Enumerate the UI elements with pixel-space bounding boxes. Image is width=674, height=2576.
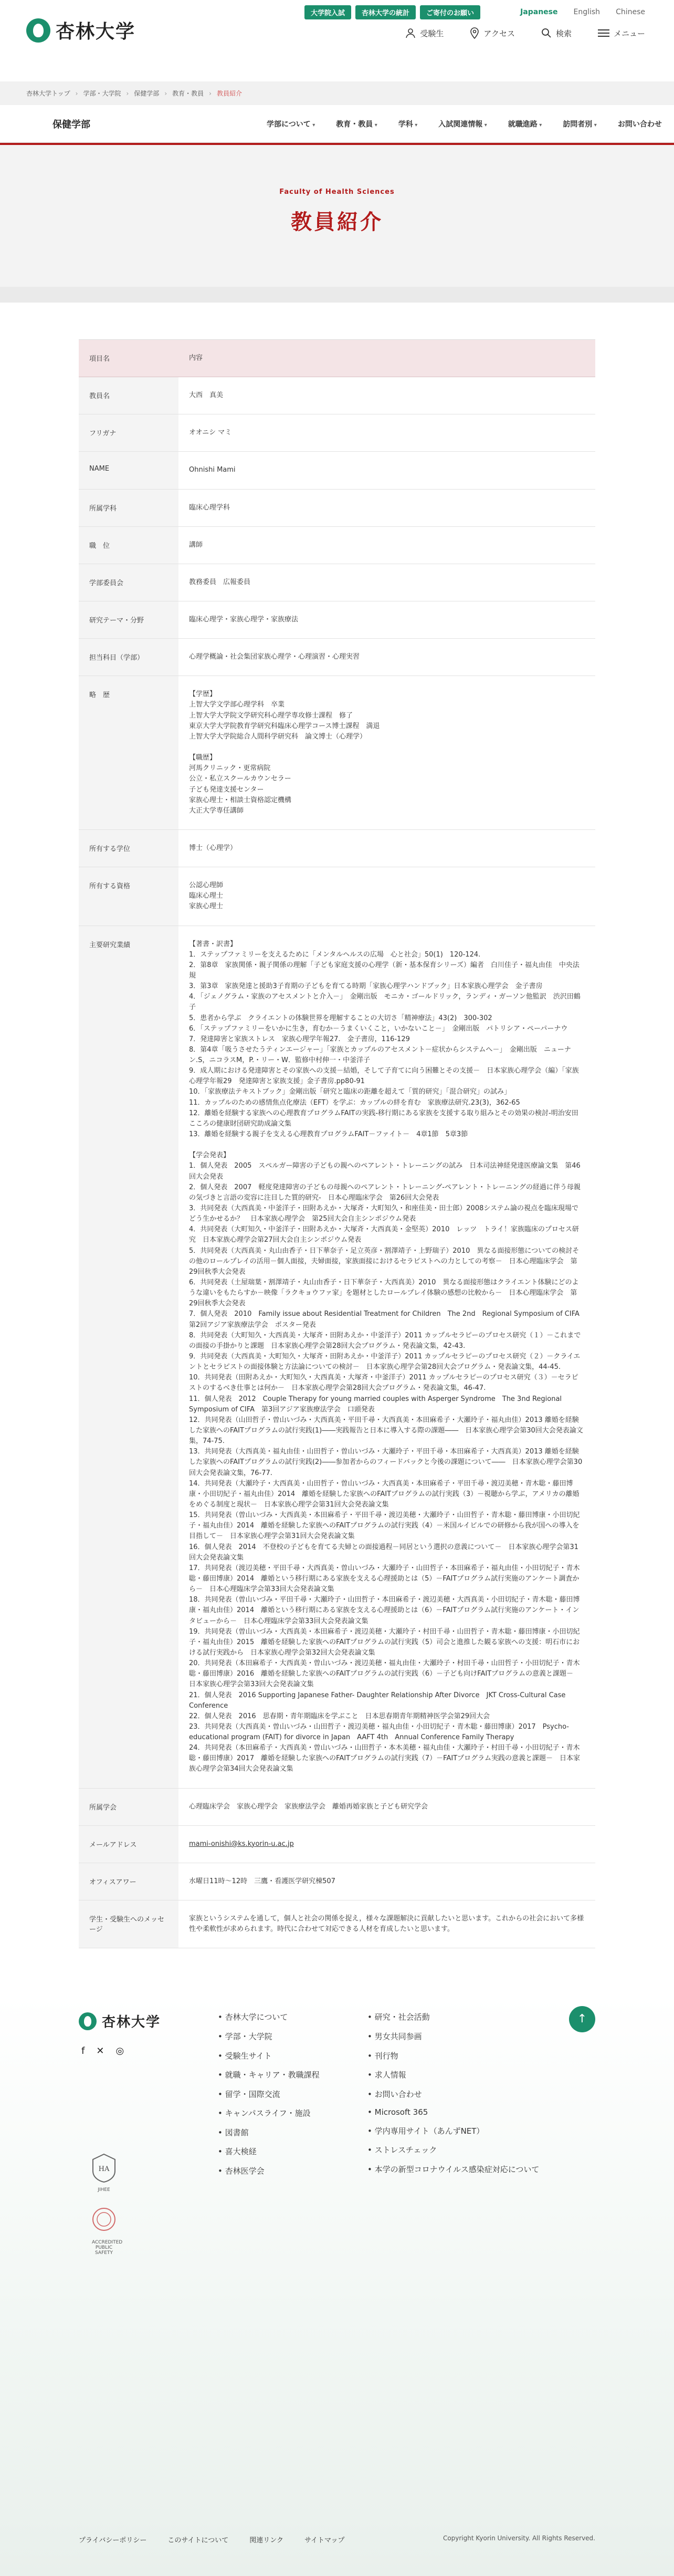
row-label: フリガナ bbox=[79, 414, 178, 452]
main-content bbox=[0, 303, 674, 1996]
footer-link[interactable]: • 本学の新型コロナウイルス感染症対応について bbox=[367, 2164, 539, 2175]
faculty-profile-table bbox=[79, 339, 595, 1948]
accreditation-badge-icon bbox=[92, 2206, 116, 2235]
office-hours: 水曜日11時～12時 三鷹・看護医学研究棟507 bbox=[178, 1863, 595, 1900]
nav-visitors[interactable]: 訪問者別 ▾ bbox=[563, 119, 597, 129]
jihee-badge bbox=[92, 2153, 116, 2193]
logo-text: 杏林大学 bbox=[56, 20, 136, 43]
footer-link[interactable]: • 研究・社会活動 bbox=[367, 2011, 539, 2022]
lang-japanese[interactable]: Japanese bbox=[520, 8, 558, 16]
breadcrumb-current: 教員紹介 bbox=[216, 90, 242, 97]
footer-link[interactable]: • お問い合わせ bbox=[367, 2089, 539, 2100]
faculty-romaji: Ohnishi Mami bbox=[178, 452, 595, 489]
nav-careers[interactable]: 就職進路 ▾ bbox=[508, 119, 542, 129]
menu-button[interactable] bbox=[598, 27, 645, 39]
row-label: 職 位 bbox=[79, 526, 178, 564]
degree: 博士（心理学） bbox=[178, 829, 595, 867]
jihee-badge-icon bbox=[92, 2153, 116, 2183]
breadcrumb-education[interactable]: 教育・教員 bbox=[172, 90, 204, 97]
lang-english[interactable]: English bbox=[573, 8, 601, 16]
email-link[interactable]: mami-onishi@ks.kyorin-u.ac.jp bbox=[189, 1840, 294, 1848]
career-history: 【学歴】 上智大学文学部心理学科 卒業 上智大学大学院文学研究科心理学専攻修士課程 修了 東京大学大学院教育学研究科臨床心理学コース博士課程 満退 上智大学大学院総合人間科学研究科 論文博士（心理学） 【職歴】 河馬クリニック・更常病院 公立・私立スクールカウンセラー 子ども発達支援センター 家族心理士・相談士資格認定機構 大正大学専任講師 bbox=[178, 676, 595, 830]
lang-chinese[interactable]: Chinese bbox=[616, 8, 645, 16]
table-row-office-hours bbox=[79, 1863, 595, 1900]
footer-links-col2 bbox=[367, 2011, 539, 2183]
message: 家族というシステムを通して，個人と社会の関係を捉え，様々な課題解決に貢献したいと思います。これからの社会において多様性や柔軟性が求められます。時代に合わせて対応できる人材を育成したいと思います。 bbox=[178, 1900, 595, 1948]
row-label: 主要研究業績 bbox=[79, 926, 178, 1788]
row-label: メールアドレス bbox=[79, 1825, 178, 1863]
nav-departments[interactable]: 学科 ▾ bbox=[398, 119, 418, 129]
privacy-policy-link[interactable]: プライバシーポリシー bbox=[79, 2537, 147, 2545]
section-nav bbox=[0, 105, 674, 143]
breadcrumb-faculties[interactable]: 学部・大学院 bbox=[83, 90, 121, 97]
site-logo[interactable] bbox=[26, 17, 135, 44]
breadcrumb-separator: › bbox=[164, 89, 167, 97]
statistics-button[interactable]: 杏林大学の統計 bbox=[355, 5, 416, 19]
footer-bottom-links bbox=[79, 2535, 345, 2544]
footer-link[interactable]: • 求人情報 bbox=[367, 2069, 539, 2080]
row-label: 所有する資格 bbox=[79, 867, 178, 926]
menu-icon bbox=[598, 29, 609, 37]
table-row-email bbox=[79, 1825, 595, 1863]
table-header-row bbox=[79, 340, 595, 377]
page-top-button[interactable]: ↑ bbox=[569, 2006, 595, 2032]
site-header bbox=[0, 0, 674, 81]
instagram-icon[interactable]: ◎ bbox=[115, 2045, 124, 2057]
row-label: NAME bbox=[79, 452, 178, 489]
nav-education[interactable]: 教育・教員 ▾ bbox=[336, 119, 377, 129]
related-links-link[interactable]: 関連リンク bbox=[249, 2537, 283, 2545]
footer-link[interactable]: • 学部・大学院 bbox=[218, 2031, 320, 2042]
footer-logo-text: 杏林大学 bbox=[102, 2014, 161, 2031]
footer-bottom bbox=[79, 2535, 595, 2544]
footer-link[interactable]: • 杏林医学会 bbox=[218, 2165, 320, 2176]
breadcrumb-top[interactable]: 杏林大学トップ bbox=[26, 90, 70, 97]
breadcrumb-separator: › bbox=[75, 89, 78, 97]
faculty-furigana: オオニシ マミ bbox=[178, 414, 595, 452]
table-row-history bbox=[79, 676, 595, 830]
research-achievements: 【著書・訳書】 1．ステップファミリーを支えるために「メンタルヘルスの広場 心と社会」50(1) 120-124. 2．第8章 家族関係・親子関係の理解「子ども家庭支援の心理学（新・基本保育シリーズ）編者 白川佳子・福丸由佳 中央法規 3．第3章 家族発達と援助3子育期の子どもを育てる時期「家族心理学ハンドブック」日本家族心理学会 金子書房 4．「ジェノグラム・家族のアセスメントと介入－」 金剛出版 モニカ・ゴールドリック，ランディ・ガーソン他監訳 渋沢田鶴子 5．患者から学ぶ クライエントの体験世界を理解することの大切さ「精神療法」43(2) 300-302 6．「ステップファミリーをいかに生き，育むか－うまくいくこと，いかないこと－」 金剛出版 パトリシア・ペーパーナウ 7．発達障害と家族ストレス 家族心理学年報27. 金子書房，116-129 8．第4章「吸うさせたうティンエージャー」「家族とカップルのアセスメント－症状からシステムへ－」 金剛出版 ニューナン.S，ニコラスM，P.・リー・W．監修中村伸一・中釜洋子 9．成人期における発達障害とその家族への支援－結婚，そして子育てに向う困難とその支援－ 日本家族心理学会（編）「家族心理学年報29 発達障害と家族支援」金子書房.pp80-91 10．「家族療法テキストブック」金剛出版「研究と臨床の距離を超えて「質的研究」「混合研究」の試み」 11．カップルのための感情焦点化療法（EFT）を学ぶ：カップルの絆を育む 家族療法研究.23(3)，362-65 12．離婚を経験する家族への心理教育プログラムFAITの実践-移行期にある家族を支援する取り組みとその効果の検討-明治安田こころの健康財団研究助成論文集 13．離婚を経験する親子を支える心理教育プログラムFAIT－ファイト－ 4章1節 5章3節 【学会発表】 1．個人発表 2005 スペルガー障害の子どもの親へのペアレント・トレーニングの試み 日本司法神経発達医療論文集 第46回大会発表 2．個人発表 2007 軽度発達障害の子どもの母親へのペアレント・トレーニング-ペアレント・トレーニングの経過に伴う母親の気づきと言語の変容に注目した質的研究- 日本心理臨床学会 第26回大会発表 3．共同発表（大西真美・中釜洋子・田附あえか・大塚斉・大町知久・和座佳美・田士郎）2008システム論の視点を臨床現場でどう生かせるか？ 日本家族心理学会 第25回大会自主シンポジウム発表 4．共同発表（大町知久・中釜洋子・田附あえか・大塚斉・大西真美・金堅英）2010 レッツ トライ！家族臨床のプロセス研究 日本家族心理学会第27回大会自主シンポジウム発表 5．共同発表（大西真美・丸山由香子・日下華奈子・足立英彦・割澤靖子・上野瑞子）2010 異なる面接形態についての検討その他のロールプレイの活用－個人面接，夫婦面接，家族面接におけるセラピストへの力としての考察－ 日本心理臨床学会 第29回秋季大会発表 6．共同発表（土屋瑞葉・割澤靖子・丸山由香子・日下華奈子・大西真美）2010 異なる面接形態はクライエント体験にどのような違いをもたらすか－映像「ラクキョウファ家」を題材としたロールプレイ体験の感想の比較から－ 日本心理臨床学会 第29回秋季大会発表 7．個人発表 2010 Family issue about Residential Treatment for Children The 2nd Regional Symposium of CIFA 第2回アジア家族療法学会 ポスター発表 8．共同発表（大町知久・大西真美・大塚斉・田附あえか・中釜洋子）2011 カップルセラピーのプロセス研究（１）－これまでの面接の手掛かりと課題 日本家族心理学会第28回大会プログラム・発表論文集，42-43. 9．共同発表（大西真美・大町知久・大塚斉・田附あえか・中釜洋子）2011 カップルセラピーのプロセス研究（２）－クライエントとセラピストの面接体験と方法論についての検討－ 日本家族心理学会第28回大会プログラム・発表論文集，44-45. 10．共同発表（田附あえか・大町知久・大西真美・大塚斉・中釜洋子）2011 カップルセラピーのプロセス研究（３）－セラピストのするべき仕事とは何か－ 日本家族心理学会第28回大会プログラム・発表論文集，46-47. 11．個人発表 2012 Couple Therapy for young married couples with Asperger Syndrome The 3nd Regional Symposium of CIFA 第3回アジア家族療法学会 口頭発表 12．共同発表（山田哲子・曽山いづみ・大西真美・平田千尋・大西真美・本田麻希子・大瀬玲子・福丸由佳）2013 離婚を経験した家族へのFAITプログラムの試行実践(1)――実践報告と日本に導入する際の課題―― 日本家族心理学会第30回大会発表論文集，74-75. 13．共同発表（大西真美・福丸由佳・山田哲子・曽山いづみ・大瀬玲子・平田千尋・本田麻希子・大西真美）2013 離婚を経験した家族へのFAITプログラムの試行実践(2)――参加者からのフィードバックと今後の課題について―― 日本家族心理学会第30回大会発表論文集，76-77. 14．共同発表（大瀬玲子・大西真美・山田哲子・曽山いづみ・大西真美・本田麻希子・平田千尋・渡辺美穂・青木聡・藤田博康・小田切紀子・福丸由佳）2014 離婚を経験した家族へのFAITプログラムの試行実践（3）－視聴から学ぶ，アメリカの離婚をめぐる制度と現状－ 日本家族心理学会第31回大会発表論文集 15．共同発表（曽山いづみ・大西真美・本田麻希子・平田千尋・渡辺美穂・大瀬玲子・山田哲子・青木聡・藤田博康・小田切紀子・福丸由佳）2014 離婚を経験した家族へのFAITプログラムの試行実践（4）－米国ルイビルでの研修から我が国への導入を目指して－ 日本家族心理学会第31回大会発表論文集 16．個人発表 2014 不登校の子どもを育てる夫婦との面接過程－同居という選択の意義について－ 日本家族心理学会第31回大会発表論文集 17．共同発表（渡辺美穂・平田千尋・大西真美・曽山いづみ・大瀬玲子・山田哲子・本田麻希子・福丸由佳・小田切紀子・青木聡・藤田博康）2014 離婚という移行期にある家族を支える心理援助とは（5）－FAITプログラム試行実施のアンケート調査から－ 日本心理臨床学会第33回大会発表論文集 18．共同発表（曽山いづみ・平田千尋・大瀬玲子・山田哲子・本田麻希子・渡辺美穂・大西真美・小田切紀子・青木聡・藤田博康・福丸由佳）2014 離婚という移行期にある家族を支える心理援助とは（6）－FAITプログラム試行実施のアンケート・インタビューから－ 日本心理臨床学会第33回大会発表論文集 19．共同発表（曽山いづみ・大西真美・本田麻希子・渡辺美穂・大瀬玲子・村田千尋・山田哲子・青木聡・藤田博康・小田切紀子・福丸由佳）2015 離婚を経験した家族へのFAITプログラムの試行実践（5）司会と進推した観る家族への支援：明石市における試行実践から 日本家族心理学会第32回大会発表論文集 20．共同発表（本田麻希子・大西真美・曽山いづみ・渡辺美穂・福丸由佳・大瀬玲子・村田千尋・山田哲子・小田切紀子・青木聡・藤田博康）2016 離婚を経験した家族へのFAITプログラムの試行実践（6）－子ども向けFAITプログラムの意義と課題－ 日本家族心理学会第33回大会発表論文集 21．個人発表 2016 Supporting Japanese Father- Daughter Relationship After Divorce JKT Cross-Cultural Case Conference 22．個人発表 2016 思春期・青年期臨床を学ぶこと 日本思春期青年期精神医学会第29回大会 23．共同発表（大西真美・曽山いづみ・山田哲子・渡辺美穂・福丸由佳・小田切紀子・青木聡・藤田博康）2017 Psycho-educational program (FAIT) for divorce in Japan AAFT 4th Annual Conference Family Therapy 24．共同発表（本田麻希子・大西真美・曽山いづみ・山田哲子・本木美穂・福丸由佳・大瀬玲子・村田千尋・小田切紀子・青木聡・藤田博康）2017 離婚を経験した家族へのFAITプログラムの試行実践（7）－FAITプログラム実践の意義と課題－ 日本家族心理学会第34回大会発表論文集 bbox=[178, 926, 595, 1788]
about-site-link[interactable]: このサイトについて bbox=[167, 2537, 229, 2545]
breadcrumb-health-sciences[interactable]: 保健学部 bbox=[134, 90, 160, 97]
row-label: 所有する学位 bbox=[79, 829, 178, 867]
table-row-message bbox=[79, 1900, 595, 1948]
societies: 心理臨床学会 家族心理学会 家族療法学会 離婚再婚家族と子ども研究学会 bbox=[178, 1788, 595, 1825]
nav-admissions[interactable]: 入試関連情報 ▾ bbox=[438, 119, 487, 129]
accreditation-badge-label: ACCREDITED PUBLIC SAFETY bbox=[92, 2240, 123, 2256]
row-label: 略 歴 bbox=[79, 676, 178, 830]
footer-link[interactable]: • 留学・国際交流 bbox=[218, 2089, 320, 2100]
breadcrumb bbox=[0, 81, 674, 105]
menu-label: メニュー bbox=[613, 28, 645, 38]
footer-link[interactable]: • キャンパスライフ・施設 bbox=[218, 2107, 320, 2118]
access-label: アクセス bbox=[483, 28, 515, 38]
hero-band bbox=[0, 287, 674, 303]
row-label: 学生・受験生へのメッセージ bbox=[79, 1900, 178, 1948]
university-emblem-icon bbox=[26, 18, 50, 43]
access-link[interactable] bbox=[470, 27, 515, 39]
breadcrumb-separator: › bbox=[209, 89, 212, 97]
page-title: 教員紹介 bbox=[291, 210, 383, 234]
jihee-badge-label: JIHEE bbox=[98, 2187, 110, 2193]
table-row-romaji bbox=[79, 452, 595, 489]
table-row-societies bbox=[79, 1788, 595, 1825]
footer-link[interactable]: • 喜大検経 bbox=[218, 2146, 320, 2157]
breadcrumb-separator: › bbox=[126, 89, 129, 97]
top-buttons bbox=[304, 5, 480, 19]
graduate-admission-button[interactable]: 大学院入試 bbox=[304, 5, 351, 19]
table-row-achievements bbox=[79, 926, 595, 1788]
table-row-degree bbox=[79, 829, 595, 867]
row-label: オフィスアワー bbox=[79, 1863, 178, 1900]
header-label: 項目名 bbox=[79, 340, 178, 377]
footer-link[interactable]: • 受験生サイト bbox=[218, 2050, 320, 2061]
social-links bbox=[81, 2045, 124, 2056]
donation-button[interactable]: ご寄付のお願い bbox=[420, 5, 480, 19]
row-label: 担当科目（学部） bbox=[79, 639, 178, 676]
twitter-icon[interactable]: ✕ bbox=[96, 2045, 104, 2057]
search-link[interactable] bbox=[541, 27, 572, 39]
pin-icon bbox=[470, 27, 479, 39]
footer-link[interactable]: • Microsoft 365 bbox=[367, 2107, 539, 2117]
footer-link[interactable]: • 就職・キャリア・教職課程 bbox=[218, 2069, 320, 2080]
table-row-committee bbox=[79, 564, 595, 601]
row-label: 所属学科 bbox=[79, 489, 178, 526]
university-emblem-icon bbox=[79, 2012, 97, 2030]
faculty-name: 大西 真美 bbox=[178, 377, 595, 414]
qualifications: 公認心理師 臨床心理士 家族心理士 bbox=[178, 867, 595, 926]
footer-link[interactable]: • 刊行物 bbox=[367, 2050, 539, 2061]
table-row-position bbox=[79, 526, 595, 564]
table-row-research bbox=[79, 601, 595, 638]
courses: 心理学概論・社会集団家族心理学・心理演習・心理実習 bbox=[178, 639, 595, 676]
table-row-department bbox=[79, 489, 595, 526]
footer-link[interactable]: • 杏林大学について bbox=[218, 2011, 320, 2022]
header-value: 内容 bbox=[178, 340, 595, 377]
footer-link[interactable]: • 図書館 bbox=[218, 2127, 320, 2138]
site-footer bbox=[0, 1996, 674, 2576]
copyright: Copyright Kyorin University. All Rights Reserved. bbox=[443, 2535, 595, 2542]
row-label: 所属学会 bbox=[79, 1788, 178, 1825]
nav-contact[interactable]: お問い合わせ bbox=[617, 120, 662, 129]
search-label: 検索 bbox=[555, 28, 572, 38]
footer-link[interactable]: • ストレスチェック bbox=[367, 2144, 539, 2155]
committee: 教務委員 広報委員 bbox=[178, 564, 595, 601]
table-row-furigana bbox=[79, 414, 595, 452]
section-nav-items bbox=[267, 119, 662, 129]
examinee-link[interactable] bbox=[405, 27, 444, 39]
svg-text:HA: HA bbox=[98, 2165, 110, 2174]
row-label: 学部委員会 bbox=[79, 564, 178, 601]
facebook-icon[interactable]: f bbox=[81, 2045, 85, 2057]
search-icon bbox=[541, 28, 552, 38]
nav-about[interactable]: 学部について ▾ bbox=[267, 119, 315, 129]
footer-logo[interactable] bbox=[79, 2011, 161, 2031]
footer-link[interactable]: • 男女共同参画 bbox=[367, 2031, 539, 2042]
utility-nav bbox=[405, 27, 645, 39]
language-switcher bbox=[520, 8, 645, 16]
footer-links-col1 bbox=[218, 2011, 320, 2184]
table-row-qualifications bbox=[79, 867, 595, 926]
position: 講師 bbox=[178, 526, 595, 564]
page-hero bbox=[0, 145, 674, 287]
accreditation-badge bbox=[92, 2206, 123, 2256]
table-row-courses bbox=[79, 639, 595, 676]
row-label: 研究テーマ・分野 bbox=[79, 601, 178, 638]
sitemap-link[interactable]: サイトマップ bbox=[304, 2537, 345, 2545]
row-label: 教員名 bbox=[79, 377, 178, 414]
examinee-label: 受験生 bbox=[420, 28, 444, 38]
table-row-name bbox=[79, 377, 595, 414]
department: 臨床心理学科 bbox=[178, 489, 595, 526]
section-title[interactable]: 保健学部 bbox=[52, 119, 90, 130]
footer-link[interactable]: • 学内専用サイト（あんずNET） bbox=[367, 2125, 539, 2136]
page-subtitle: Faculty of Health Sciences bbox=[279, 188, 395, 196]
research-themes: 臨床心理学・家族心理学・家族療法 bbox=[178, 601, 595, 638]
user-icon bbox=[405, 28, 416, 38]
